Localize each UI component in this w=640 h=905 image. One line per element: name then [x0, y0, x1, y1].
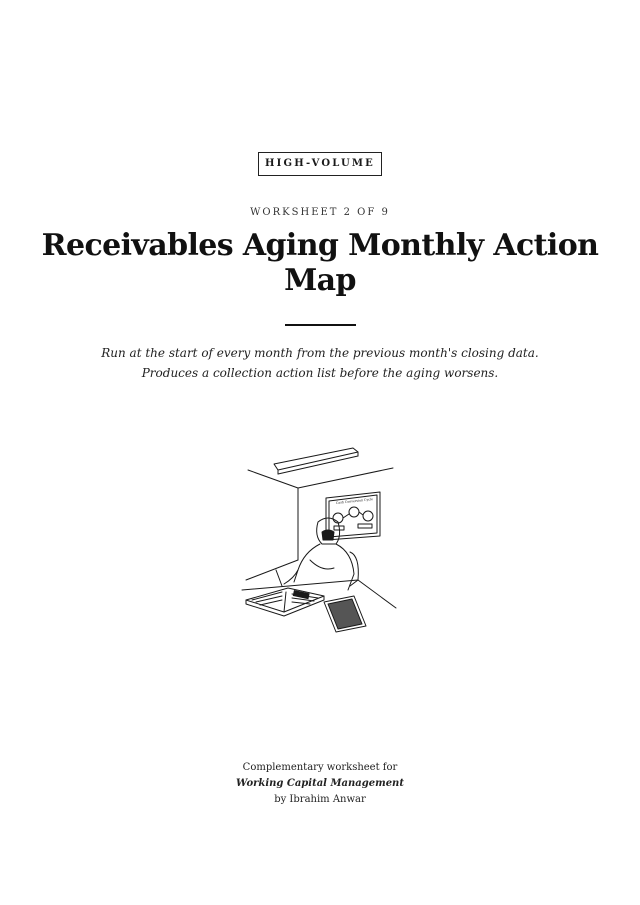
accountant-at-desk-illustration	[238, 440, 398, 635]
desk-icon	[242, 580, 358, 590]
person-icon	[276, 518, 358, 590]
title-divider	[285, 324, 356, 326]
ceiling-light-icon	[274, 448, 358, 474]
tablet-icon	[324, 596, 366, 632]
ledger-book-icon	[246, 588, 324, 616]
credits-intro: Complementary worksheet for	[242, 762, 398, 773]
book-title: Working Capital Management	[236, 778, 404, 789]
category-badge: HIGH-VOLUME	[258, 152, 382, 176]
poster-title: Cash Conversion Cycle	[335, 497, 374, 505]
credits-block	[0, 760, 640, 808]
worksheet-number: WORKSHEET 2 OF 9	[250, 207, 390, 218]
page-subtitle: Run at the start of every month from the previous month's closing data. Produces a collection action list before the aging worsens.	[101, 346, 539, 380]
room-lines-icon	[246, 468, 396, 608]
author-name: by Ibrahim Anwar	[274, 794, 366, 805]
page-title: Receivables Aging Monthly Action Map	[41, 228, 599, 298]
